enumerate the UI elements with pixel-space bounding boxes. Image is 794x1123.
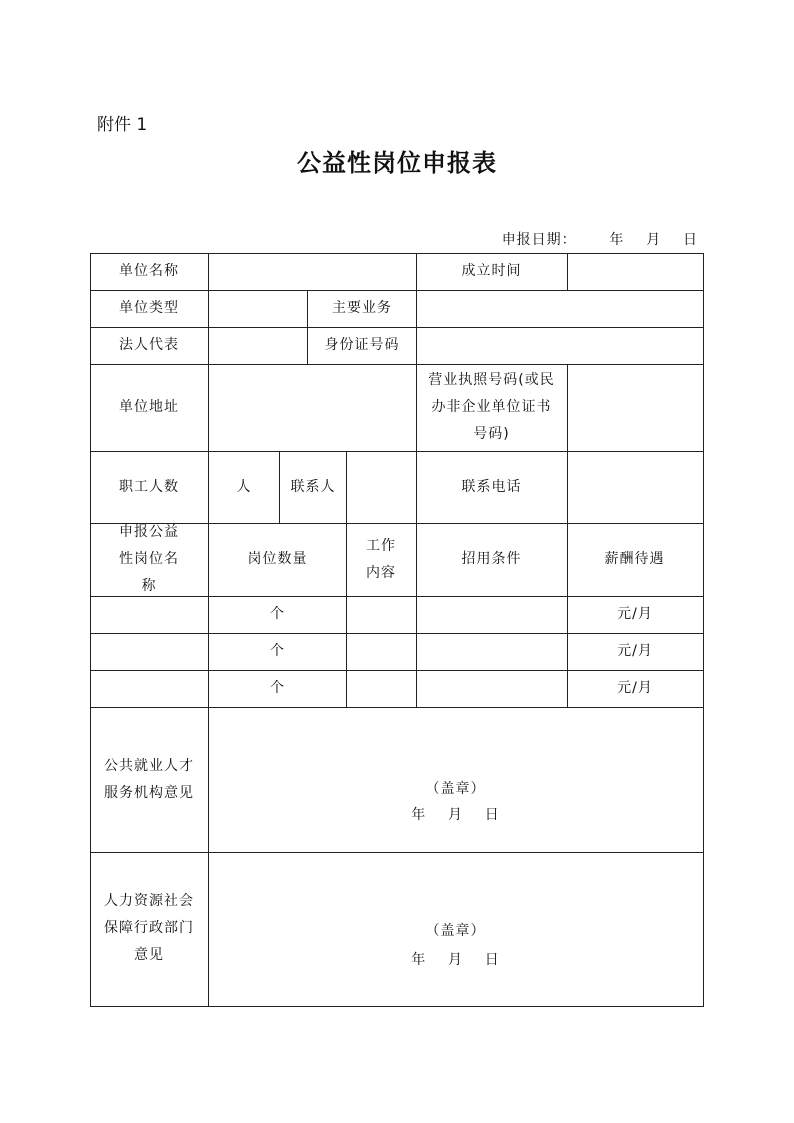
hrss-department-opinion-area[interactable] <box>209 853 702 1005</box>
unit-address-field[interactable] <box>209 364 416 451</box>
established-time-field[interactable] <box>568 253 702 290</box>
license-number-field[interactable] <box>568 364 702 451</box>
work-content-field[interactable] <box>347 670 416 707</box>
unit-type-field[interactable] <box>209 290 307 327</box>
declaration-date: 申报日期： 年 月 日 <box>501 232 698 248</box>
contact-phone-field[interactable] <box>568 451 702 523</box>
salary-unit[interactable]: 元/月 <box>617 680 653 696</box>
employment-service-opinion-area[interactable] <box>209 708 702 852</box>
hrss-department-opinion-label: 人力资源社会保障行政部门意见 <box>104 893 194 963</box>
employee-count-unit[interactable]: 人 <box>236 478 252 495</box>
unit-name-field[interactable] <box>209 253 416 290</box>
unit-type-label: 单位类型 <box>119 300 179 316</box>
hiring-conditions-field[interactable] <box>417 596 567 633</box>
position-name-field[interactable] <box>90 670 208 707</box>
hiring-conditions-header: 招用条件 <box>461 551 522 567</box>
seal-placeholder: （盖章） <box>425 923 486 939</box>
opinion-date: 年 月 日 <box>411 807 500 823</box>
unit-name-label: 单位名称 <box>119 263 179 279</box>
id-number-label: 身份证号码 <box>324 337 400 353</box>
position-name-field[interactable] <box>90 596 208 633</box>
position-name-header: 申报公益性岗位名称 <box>119 524 179 594</box>
id-number-field[interactable] <box>417 327 702 364</box>
form-title: 公益性岗位申报表 <box>297 148 497 177</box>
contact-person-field[interactable] <box>347 451 416 523</box>
work-content-field[interactable] <box>347 633 416 670</box>
main-business-label: 主要业务 <box>332 300 392 316</box>
salary-header: 薪酬待遇 <box>604 551 665 567</box>
work-content-header: 工作内容 <box>366 537 396 581</box>
position-count-unit[interactable]: 个 <box>270 643 285 659</box>
seal-placeholder: （盖章） <box>425 781 486 797</box>
established-time-label: 成立时间 <box>461 263 522 279</box>
contact-person-label: 联系人 <box>290 478 336 495</box>
position-name-field[interactable] <box>90 633 208 670</box>
main-business-field[interactable] <box>417 290 702 327</box>
attachment-label: 附件 1 <box>97 115 148 135</box>
hiring-conditions-field[interactable] <box>417 633 567 670</box>
unit-address-label: 单位地址 <box>119 399 179 415</box>
position-count-header: 岗位数量 <box>247 551 308 567</box>
salary-unit[interactable]: 元/月 <box>617 643 653 659</box>
employee-count-label: 职工人数 <box>119 478 179 495</box>
license-number-label: 营业执照号码(或民办非企业单位证书号码) <box>428 372 555 442</box>
salary-unit[interactable]: 元/月 <box>617 606 653 622</box>
position-count-unit[interactable]: 个 <box>270 680 285 696</box>
legal-rep-field[interactable] <box>209 327 307 364</box>
hiring-conditions-field[interactable] <box>417 670 567 707</box>
legal-rep-label: 法人代表 <box>119 337 179 353</box>
employment-service-opinion-label: 公共就业人才服务机构意见 <box>104 757 194 801</box>
position-count-unit[interactable]: 个 <box>270 606 285 622</box>
contact-phone-label: 联系电话 <box>461 478 522 495</box>
work-content-field[interactable] <box>347 596 416 633</box>
opinion-date: 年 月 日 <box>411 952 500 968</box>
